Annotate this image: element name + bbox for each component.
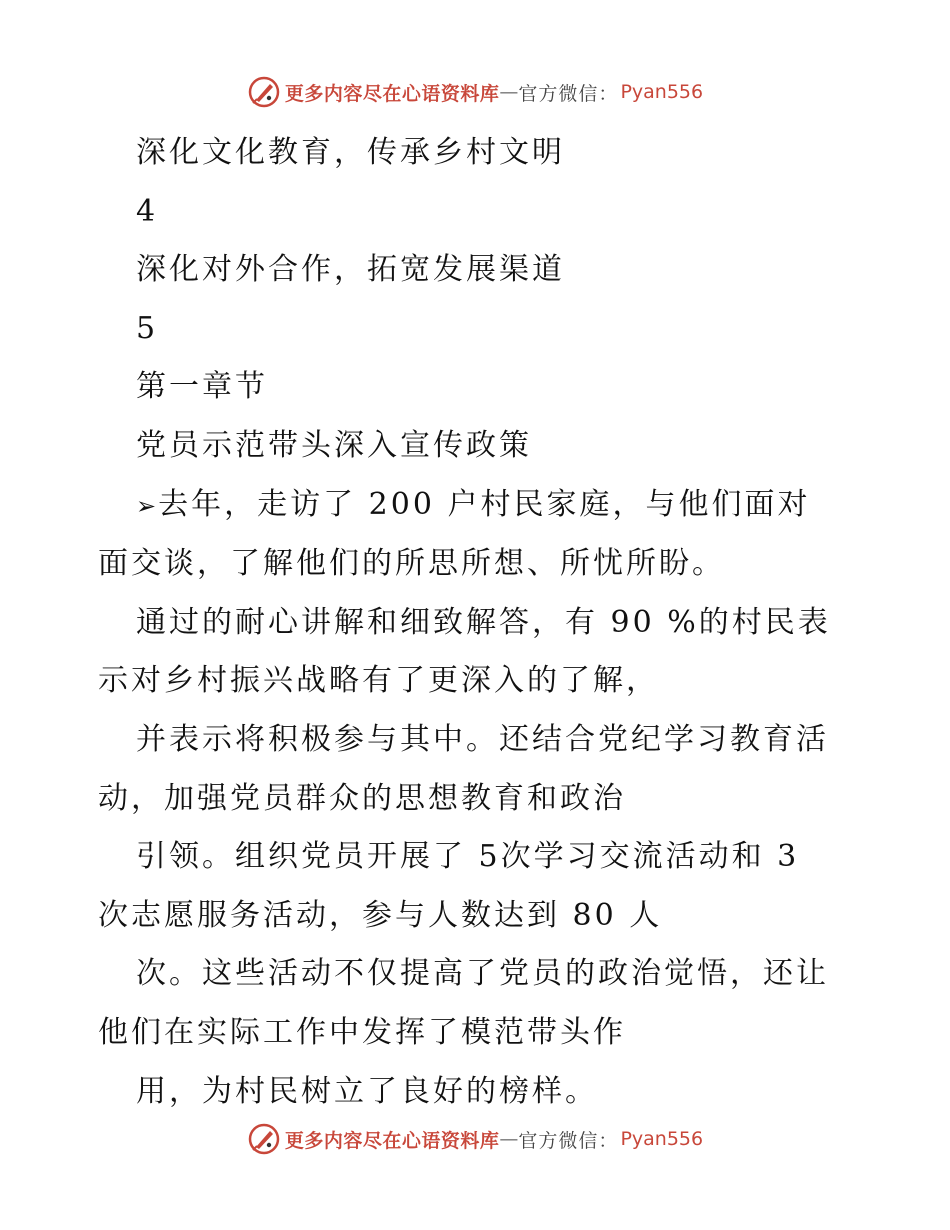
text-line xyxy=(98,594,858,653)
text-line xyxy=(98,652,858,711)
text-line xyxy=(98,535,858,594)
text-line xyxy=(98,711,858,770)
text-line xyxy=(98,887,858,946)
text-line xyxy=(98,183,858,242)
text-line-content: 深化对外合作，拓宽发展渠道 xyxy=(136,252,565,288)
quill-logo-icon xyxy=(247,75,281,109)
banner-wechat-label: 官方微信： xyxy=(518,1129,619,1152)
text-line-content: 面交谈，了解他们的所思所想、所忧所盼。 xyxy=(98,546,725,582)
text-line-content: 第一章节 xyxy=(136,369,268,405)
text-line-content: 示对乡村振兴战略有了更深入的了解， xyxy=(98,663,659,699)
quill-logo-icon xyxy=(247,1122,281,1156)
text-line-content: 并表示将积极参与其中。还结合党纪学习教育活 xyxy=(136,721,829,757)
header-watermark-banner xyxy=(0,72,950,112)
text-line xyxy=(98,124,858,183)
banner-wechat-id: Pyan556 xyxy=(620,81,704,103)
text-line xyxy=(98,300,858,359)
banner-site-name: 更多内容尽在心语资料库 xyxy=(284,1129,500,1152)
text-line-content: 党员示范带头深入宣传政策 xyxy=(136,427,532,463)
text-line xyxy=(98,770,858,829)
text-line xyxy=(98,241,858,300)
text-line xyxy=(98,1063,858,1122)
footer-watermark-banner xyxy=(0,1119,950,1159)
text-line-content: 深化文化教育，传承乡村文明 xyxy=(136,135,565,170)
banner-dash: — xyxy=(499,81,519,103)
text-line-content: 4 xyxy=(136,193,159,229)
text-line-content: 引领。组织党员开展了 5次学习交流活动和 3 xyxy=(136,839,800,875)
arrow-bullet-icon: ➢ xyxy=(136,491,157,520)
text-line-content: 5 xyxy=(136,310,159,346)
text-line xyxy=(98,945,858,1004)
banner-wechat-id: Pyan556 xyxy=(620,1128,704,1150)
text-line xyxy=(98,476,858,536)
text-line xyxy=(98,1004,858,1063)
text-line-content: 去年，走访了 200 户村民家庭，与他们面对 xyxy=(158,486,811,522)
text-line-content: 次志愿服务活动，参与人数达到 80 人 xyxy=(98,897,663,933)
text-line-content: 次。这些活动不仅提高了党员的政治觉悟，还让 xyxy=(136,956,829,992)
text-line xyxy=(98,358,858,417)
text-line-content: 通过的耐心讲解和细致解答，有 90 %的村民表 xyxy=(136,604,831,640)
text-line xyxy=(98,828,858,887)
text-line-content: 他们在实际工作中发挥了模范带头作 xyxy=(98,1014,626,1050)
document-body xyxy=(98,124,858,1121)
banner-site-name: 更多内容尽在心语资料库 xyxy=(284,82,500,105)
text-line-content: 用，为村民树立了良好的榜样。 xyxy=(136,1073,598,1109)
text-line-content: 动，加强党员群众的思想教育和政治 xyxy=(98,780,626,816)
text-line xyxy=(98,417,858,476)
banner-dash: — xyxy=(499,1128,519,1150)
banner-wechat-label: 官方微信： xyxy=(518,82,619,105)
